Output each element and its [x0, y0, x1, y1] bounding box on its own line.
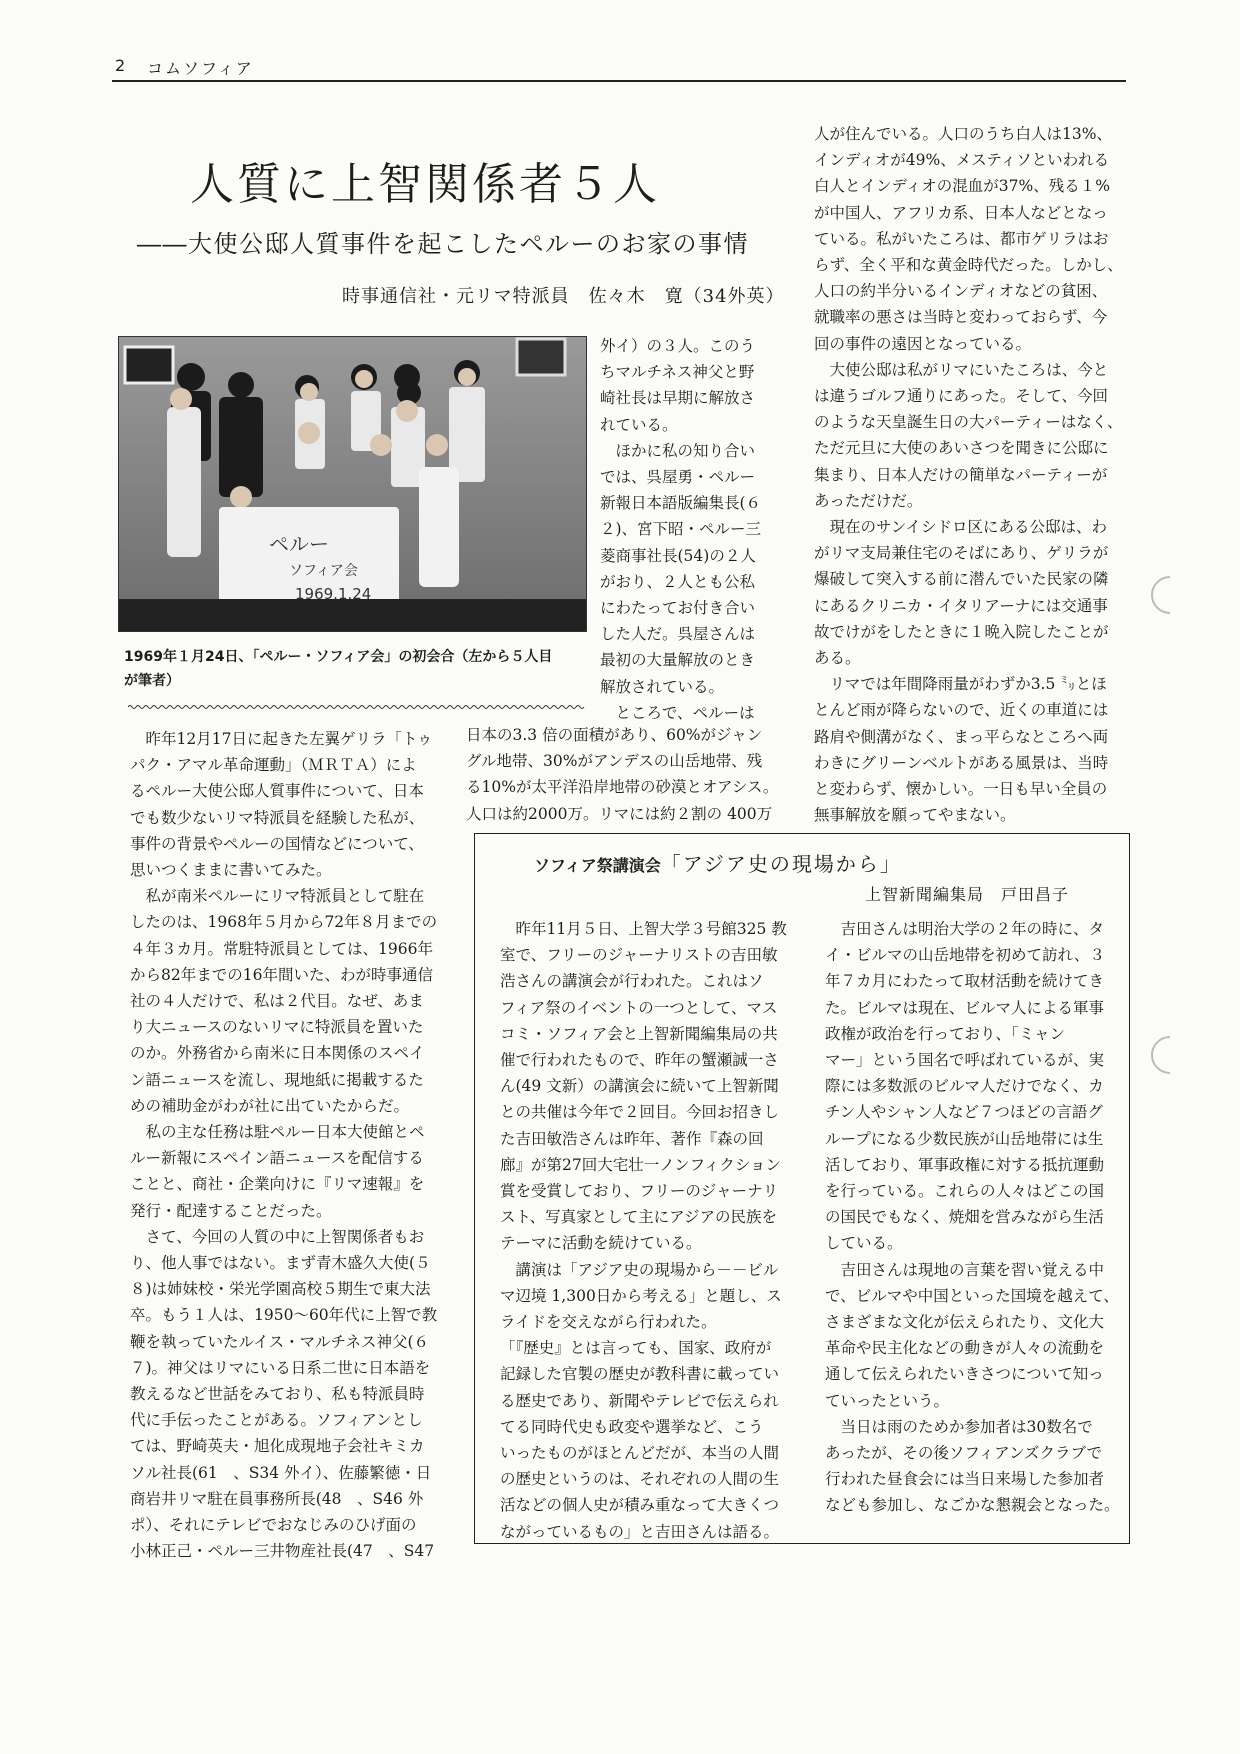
text-line: は違うゴルフ通りにあった。そして、今回	[814, 387, 1109, 406]
text-line: 私の主な任務は駐ペルー日本大使館とペ	[130, 1123, 425, 1142]
text-line: 室で、フリーのジャーナリストの吉田敏	[500, 946, 778, 965]
article-column-beside-photo	[600, 333, 790, 726]
header-rule	[112, 80, 1126, 82]
text-line: 解放されている。	[600, 677, 725, 696]
text-line: がリマ支局兼住宅のそばにあり、ゲリラが	[814, 544, 1109, 563]
text-line: した人だ。呉屋さんは	[600, 625, 756, 644]
photo-caption-line: が筆者）	[124, 673, 180, 689]
wavy-divider	[128, 704, 586, 710]
text-line: スト、写真家として主にアジアの民族を	[500, 1208, 777, 1227]
text-line: さまざまな文化が伝えられたり、文化大	[825, 1313, 1105, 1332]
text-line: リマでは年間降雨量がわずか3.5 ㍉とほ	[814, 675, 1107, 694]
group-photo-illustration	[119, 337, 586, 631]
wall-picture-right	[517, 339, 565, 375]
article-column-main	[130, 726, 525, 1565]
text-line: 「『歴史』とは言っても、国家、政府が	[500, 1339, 772, 1358]
text-line: ある。	[814, 649, 861, 668]
text-line: コミ・ソフィア会と上智新聞編集局の共	[500, 1024, 778, 1043]
text-line: ところで、ペルーは	[600, 703, 755, 722]
text-line: ループになる少数民族が山岳地帯には生	[825, 1129, 1104, 1148]
text-line: 講演は「アジア史の現場から－－ビル	[500, 1260, 779, 1279]
text-line: めの補助金がわが社に出ていたからだ。	[130, 1096, 410, 1115]
text-line: いったものがほとんどだが、本当の人間	[500, 1444, 780, 1463]
text-line: ４年３カ月。常駐特派員としては、1966年	[130, 939, 433, 958]
text-line: 革命や民主化などの動きが人々の流動を	[825, 1339, 1105, 1358]
text-line: る10%が太平洋沿岸地帯の砂漠とオアシス。	[466, 778, 779, 797]
text-line: 新報日本語版編集長(６	[600, 494, 762, 513]
text-line: が中国人、アフリカ系、日本人などとなっ	[814, 203, 1108, 222]
punch-hole-upper	[1150, 575, 1190, 615]
text-line: るペルー大使公邸人質事件について、日本	[130, 782, 424, 801]
text-line: 代に手伝ったことがある。ソフィアンとし	[130, 1411, 423, 1430]
text-line: ん(49 文新）の講演会に続いて上智新聞	[500, 1077, 779, 1096]
text-line: 通して伝えられたいきさつについて知っ	[825, 1365, 1104, 1384]
text-line: てる同時代史も政変や選挙など、こう	[500, 1417, 764, 1436]
byline: 時事通信社・元リマ特派員 佐々木 寛（34外英）	[342, 286, 785, 307]
text-line: り大ニュースのないリマに特派員を置いた	[130, 1018, 424, 1037]
text-line: 昨年11月５日、上智大学３号館325 教	[500, 920, 787, 938]
text-line: 現在のサンイシドロ区にある公邸は、わ	[814, 518, 1107, 537]
banner-text-date: 1969.1.24	[295, 585, 372, 603]
text-line: 当日は雨のためか参加者は30数名で	[825, 1417, 1093, 1436]
text-line: 記録した官製の歴史が教科書に載ってい	[500, 1365, 780, 1384]
text-line: 年７カ月にわたって取材活動を続けてき	[825, 972, 1105, 991]
text-line: 外イ）の３人。このう	[600, 337, 756, 355]
text-line: 人が住んでいる。人口のうち白人は13%、	[814, 125, 1112, 143]
text-line: 大使公邸は私がリマにいたころは、今と	[814, 360, 1109, 379]
text-line: している。	[825, 1234, 903, 1253]
text-line: た吉田敏浩さんは昨年、著作『森の回	[500, 1129, 764, 1148]
text-line: の国民でもなく、焼畑を営みながら生活	[825, 1208, 1104, 1227]
text-line: 活などの個人史が積み重なって大きくつ	[500, 1496, 780, 1515]
punch-hole-lower	[1150, 1035, 1190, 1075]
text-line: ルー新報にスペイン語ニュースを配信する	[130, 1149, 424, 1168]
text-line: にわたってお付き合い	[600, 599, 756, 618]
photo-caption	[124, 645, 584, 693]
text-line: 発行・配達することだった。	[130, 1201, 332, 1220]
text-line: 吉田さんは明治大学の２年の時に、タ	[825, 920, 1105, 938]
text-line: 日本の3.3 倍の面積があり、60%がジャン	[466, 726, 763, 744]
text-line: 最初の大量解放のとき	[600, 651, 756, 670]
text-line: た。ビルマは現在、ビルマ人による軍事	[825, 998, 1105, 1017]
text-line: 崎社長は早期に解放さ	[600, 389, 756, 408]
text-line: ていったという。	[825, 1391, 950, 1410]
text-line: 社の４人だけで、私は２代目。なぜ、あま	[130, 992, 424, 1011]
text-line: 菱商事社長(54)の２人	[600, 546, 756, 565]
text-line: 思いつくままに書いてみた。	[130, 861, 332, 880]
banner-text-sophia: ソフィア会	[289, 563, 358, 579]
text-line: れている。	[600, 415, 678, 434]
text-line: がおり、２人とも公私	[600, 572, 756, 591]
group-photo	[118, 336, 587, 632]
text-line: チン人やシャン人など７つほどの言語グ	[825, 1103, 1103, 1122]
text-line: 故でけがをしたときに１晩入院したことが	[814, 622, 1109, 641]
text-line: グル地帯、30%がアンデスの山岳地帯、残	[466, 752, 763, 771]
text-line: 廊』が第27回大宅壮一ノンフィクション	[500, 1155, 782, 1174]
text-line: ことと、商社・企業向けに『リマ速報』を	[130, 1175, 425, 1194]
subhead: ――大使公邸人質事件を起こしたペルーのお家の事情	[137, 230, 749, 258]
text-line: 催で行われたもので、昨年の蟹瀬誠一さ	[500, 1051, 779, 1070]
text-line: 就職率の悪さは当時と変わっておらず、今	[814, 308, 1108, 327]
text-line: フィア祭のイベントの一つとして、マス	[500, 998, 778, 1017]
text-line: ン語ニュースを流し、現地紙に掲載するた	[130, 1070, 424, 1089]
text-line: 人口の約半分いるインディオなどの貧困、	[814, 282, 1108, 301]
text-line: 商岩井リマ駐在員事務所長(48 、S46 外	[130, 1489, 424, 1508]
text-line: インディオが49%、メスティソといわれる	[814, 151, 1110, 170]
photo-caption-line: 1969年１月24日、「ペルー・ソフィア会」の初会合（左から５人目	[124, 649, 553, 665]
text-line: 政権が政治を行っており、「ミャン	[825, 1024, 1065, 1043]
text-line: したのは、1968年５月から72年８月までの	[130, 913, 438, 932]
text-line: のか。外務省から南米に日本関係のスペイ	[130, 1044, 425, 1063]
text-line: 浩さんの講演会が行われた。これはソ	[500, 972, 764, 991]
sidebar-column-right	[825, 916, 1120, 1519]
text-line: ライドを交えながら行われた。	[500, 1313, 717, 1332]
text-line: の歴史というのは、それぞれの人間の生	[500, 1470, 780, 1489]
publication-name: コムソフィア	[147, 59, 254, 78]
text-line: り、他人事ではない。まず青木盛久大使(５	[130, 1254, 431, 1273]
text-line: 爆破して突入する前に潜んでいた民家の隣	[814, 570, 1109, 589]
text-line: のような天皇誕生日の大パーティーはなく、	[814, 413, 1123, 432]
text-line: ただ元旦に大使のあいさつを聞きに公邸に	[814, 439, 1109, 458]
text-line: 人口は約2000万。リマには約２割の 400万	[466, 804, 773, 823]
text-line: 昨年12月17日に起きた左翼ゲリラ「トゥ	[130, 730, 433, 748]
text-line: 集まり、日本人だけの簡単なパーティーが	[814, 465, 1108, 484]
text-line: わきにグリーンベルトがある風景は、当時	[814, 753, 1109, 772]
text-line: あっただけだ。	[814, 491, 923, 510]
text-line: 路肩や側溝がなく、まっ平らなところへ両	[814, 727, 1109, 746]
sidebar-column-left	[500, 916, 795, 1545]
text-line: から82年までの16年間いた、わが時事通信	[130, 965, 433, 984]
sidebar-title	[534, 848, 902, 877]
text-line: パク・アマル革命運動」（ＭＲＴＡ）によ	[130, 756, 417, 775]
article-column-right	[814, 121, 1132, 828]
text-line: 行われた昼食会には当日来場した参加者	[825, 1470, 1105, 1489]
text-line: る歴史であり、新聞やテレビで伝えられ	[500, 1391, 779, 1410]
text-line: らず、全く平和な黄金時代だった。しかし、	[814, 256, 1123, 275]
text-line: テーマに活動を続けている。	[500, 1234, 702, 1253]
page-number: 2	[115, 56, 126, 75]
text-line: ８)は姉妹校・栄光学園高校５期生で東大法	[130, 1280, 431, 1299]
text-line: ている。私がいたころは、都市ゲリラはお	[814, 229, 1109, 248]
text-line: でも数少ないリマ特派員を経験した私が、	[130, 808, 425, 827]
text-line: 鞭を執っていたルイス・マルチネス神父(６	[130, 1332, 429, 1351]
text-line: 白人とインディオの混血が37%、残る１%	[814, 177, 1110, 196]
text-line: ２)、宮下昭・ペルー三	[600, 520, 762, 539]
text-line: 事件の背景やペルーの国情などについて、	[130, 834, 424, 853]
text-line: ほかに私の知り合い	[600, 441, 756, 460]
text-line: との共催は今年で２回目。今回お招きし	[500, 1103, 780, 1122]
text-line: ちマルチネス神父と野	[600, 363, 755, 382]
text-line: なども参加し、なごかな懇親会となった。	[825, 1496, 1120, 1515]
sidebar-title-prefix: ソフィア祭講演会	[534, 856, 661, 875]
text-line: ソル社長(61 、S34 外イ）、佐藤繁徳・日	[130, 1463, 432, 1482]
text-line: あったが、その後ソフィアンズクラブで	[825, 1444, 1102, 1463]
text-line: 賞を受賞しており、フリーのジャーナリ	[500, 1182, 779, 1201]
text-line: 卒。もう１人は、1950～60年代に上智で教	[130, 1306, 438, 1325]
text-line: 教えるなど世話をみており、私も特派員時	[130, 1385, 425, 1404]
text-line: さて、今回の人質の中に上智関係者もお	[130, 1227, 425, 1246]
headline: 人質に上智関係者５人	[190, 159, 660, 210]
text-line: 回の事件の遠因となっている。	[814, 334, 1032, 353]
text-line: 無事解放を願ってやまない。	[814, 806, 1016, 825]
text-line: 際には多数派のビルマ人だけでなく、カ	[825, 1077, 1104, 1096]
sidebar-title-main: 「アジア史の現場から」	[660, 852, 902, 876]
text-line: を行っている。これらの人々はどこの国	[825, 1182, 1105, 1201]
text-line: マー」という国名で呼ばれているが、実	[825, 1051, 1105, 1070]
article-column-continuation	[466, 722, 791, 827]
text-line: ながっているもの」と吉田さんは語る。	[500, 1522, 780, 1541]
text-line: マ辺境 1,300日から考える」と題し、ス	[500, 1286, 782, 1305]
text-line: イ・ビルマの山岳地帯を初めて訪れ、３	[825, 946, 1105, 965]
text-line: 吉田さんは現地の言葉を習い覚える中	[825, 1260, 1105, 1279]
text-line: と変わらず、懐かしい。一日も早い全員の	[814, 780, 1108, 799]
wall-picture-left	[125, 347, 173, 383]
text-line: 小林正己・ペルー三井物産社長(47 、S47	[130, 1542, 435, 1561]
text-line: で、ビルマや中国といった国境を越えて、	[825, 1286, 1119, 1305]
text-line: 私が南米ペルーにリマ特派員として駐在	[130, 887, 425, 906]
text-line: ポ）、それにテレビでおなじみのひげ面の	[130, 1516, 417, 1535]
text-line: 活しており、軍事政権に対する抵抗運動	[825, 1155, 1105, 1174]
sidebar-author: 上智新聞編集局 戸田昌子	[865, 885, 1070, 904]
text-line: ７)。神父はリマにいる日系二世に日本語を	[130, 1358, 431, 1377]
text-line: ては、野崎英夫・旭化成現地子会社キミカ	[130, 1437, 425, 1456]
text-line: にあるクリニカ・イタリアーナには交通事	[814, 596, 1108, 615]
text-line: とんど雨が降らないので、近くの車道には	[814, 701, 1109, 720]
text-line: では、呉屋勇・ペルー	[600, 468, 756, 487]
banner-text-peru: ペルー	[269, 532, 329, 556]
